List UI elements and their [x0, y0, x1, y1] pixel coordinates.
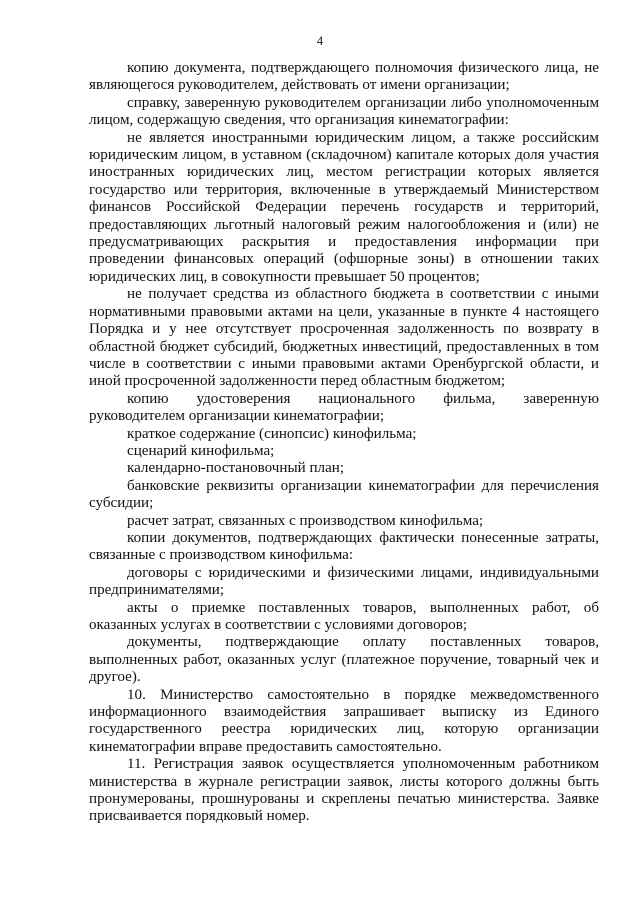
paragraph-national-film-certificate: копию удостоверения национального фильма, заверенную руководителем организации кинематографии;	[89, 390, 599, 425]
paragraph-payment-documents: документы, подтверждающие оплату поставленных товаров, выполненных работ, оказанных услуг (платежное поручение, товарный чек и другое).	[89, 634, 599, 686]
document-body	[89, 60, 599, 826]
paragraph-contracts: договоры с юридическими и физическими лицами, индивидуальными предпринимателями;	[89, 564, 599, 599]
paragraph-item-10: 10. Министерство самостоятельно в порядке межведомственного информационного взаимодействия запрашивает выписку из Единого государственного реестра юридических лиц, которую организации кинематографии вправе предоставить самостоятельно.	[89, 686, 599, 755]
paragraph-not-foreign-entity: не является иностранными юридическим лицом, а также российским юридическим лицом, в уставном (складочном) капитале которых доля участия иностранных юридических лиц, местом регистрации которых является государство или территория, включенные в утверждаемый Министерством финансов Российской Федерации перечень государств и территорий, предоставляющих льготный налоговый режим налогообложения и (или) не предусматривающих раскрытия и предоставления информации при проведении финансовых операций (офшорные зоны) в отношении таких юридических лиц, в совокупности превышает 50 процентов;	[89, 129, 599, 285]
paragraph-item-11: 11. Регистрация заявок осуществляется уполномоченным работником министерства в журнале регистрации заявок, листы которого должны быть пронумерованы, прошнурованы и скреплены печатью министерства. Заявке присваивается порядковый номер.	[89, 756, 599, 825]
paragraph-acceptance-acts: акты о приемке поставленных товаров, выполненных работ, об оказанных услугах в соответствии с условиями договоров;	[89, 599, 599, 633]
paragraph-authority-copy: копию документа, подтверждающего полномочия физического лица, не являющегося руководителем, действовать от имени организации;	[89, 60, 599, 94]
paragraph-synopsis: краткое содержание (синопсис) кинофильма;	[127, 425, 417, 442]
paragraph-screenplay: сценарий кинофильма;	[127, 442, 275, 459]
paragraph-cost-calculation: расчет затрат, связанных с производством кинофильма;	[127, 512, 484, 529]
paragraph-certificate: справку, заверенную руководителем организации либо уполномоченным лицом, содержащую сведения, что организация кинематографии:	[89, 94, 599, 129]
page-number: 4	[316, 34, 324, 48]
paragraph-bank-details: банковские реквизиты организации кинематографии для перечисления субсидии;	[89, 477, 599, 512]
paragraph-expense-documents: копии документов, подтверждающих фактически понесенные затраты, связанные с производством кинофильма:	[89, 529, 599, 564]
paragraph-no-budget-funds: не получает средства из областного бюджета в соответствии с иными нормативными правовыми актами на цели, указанные в пункте 4 настоящего Порядка и у нее отсутствует просроченная задолженность по возврату в областной бюджет субсидий, бюджетных инвестиций, предоставленных в том числе в соответствии с иными правовыми актами Оренбургской области, и иной просроченной задолженности перед областным бюджетом;	[89, 286, 599, 390]
paragraph-production-schedule: календарно-постановочный план;	[127, 460, 345, 477]
